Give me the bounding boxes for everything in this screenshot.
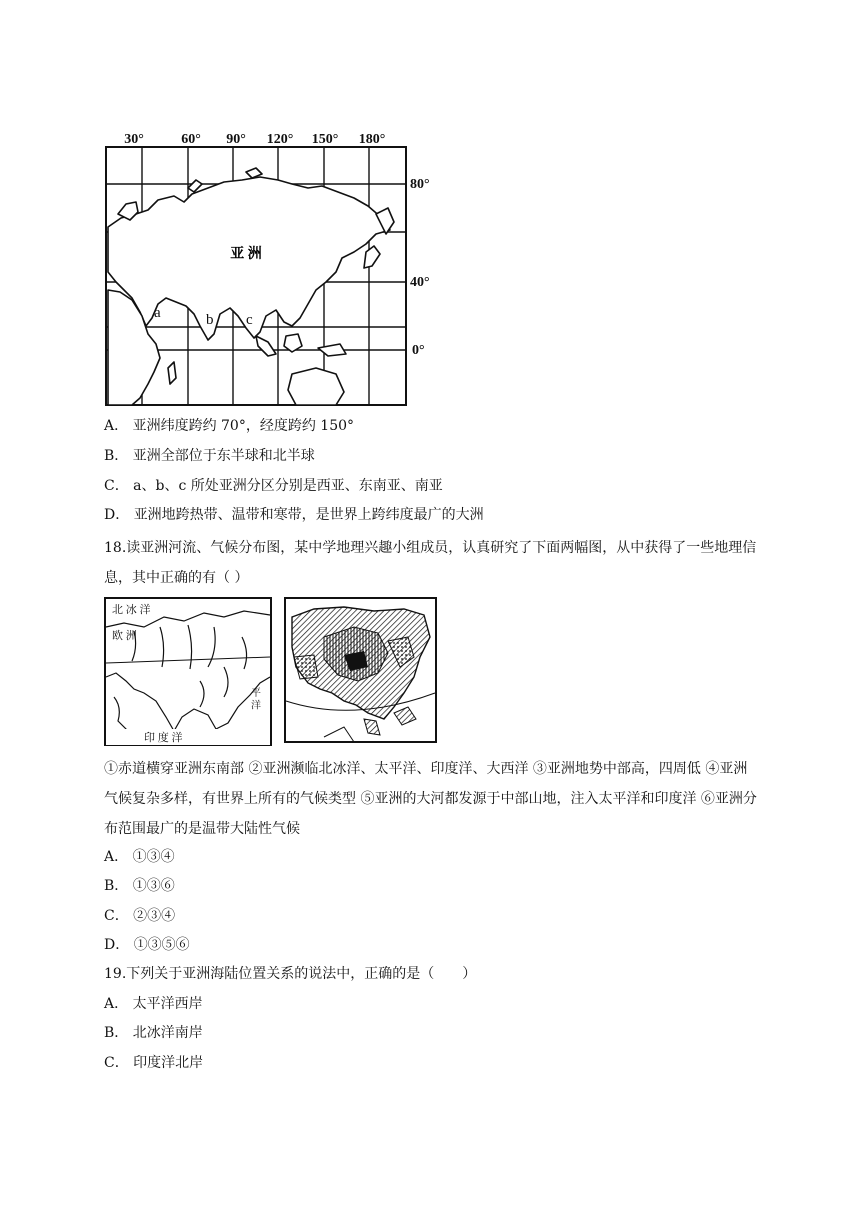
q17-option-b[interactable] bbox=[104, 446, 315, 466]
option-text: 太平洋西岸 bbox=[132, 996, 203, 1012]
q19-option-b[interactable] bbox=[104, 1023, 203, 1043]
q18-stem: 18.读亚洲河流、气候分布图，某中学地理兴趣小组成员，认真研究了下面两幅图，从中获得了一些地理信息，其中正确的有（ ） bbox=[104, 540, 757, 586]
lat-label: 40° bbox=[410, 275, 430, 290]
option-text: 亚洲全部位于东半球和北半球 bbox=[132, 448, 315, 464]
lon-label: 30° bbox=[124, 132, 144, 147]
continent-label: 亚 洲 bbox=[230, 247, 262, 262]
lon-label: 120° bbox=[266, 132, 294, 147]
q17-option-c[interactable] bbox=[104, 476, 443, 496]
label-europe: 欧 洲 bbox=[112, 630, 137, 642]
japan bbox=[364, 246, 380, 268]
option-text: ②③④ bbox=[133, 908, 176, 924]
q17-option-a[interactable] bbox=[104, 416, 354, 436]
lat-label: 0° bbox=[412, 343, 425, 358]
option-text: 北冰洋南岸 bbox=[132, 1025, 203, 1041]
point-label-c: c bbox=[246, 312, 253, 328]
borneo bbox=[284, 334, 302, 352]
option-letter: D． bbox=[104, 507, 130, 523]
option-text: 亚洲纬度跨约 70°，经度跨约 150° bbox=[132, 418, 355, 434]
option-text: 亚洲地跨热带、温带和寒带，是世界上跨纬度最广的大洲 bbox=[133, 507, 484, 523]
option-text: a、b、c 所处亚洲分区分别是西亚、东南亚、南亚 bbox=[133, 478, 443, 494]
option-letter: B． bbox=[104, 448, 129, 464]
madagascar bbox=[168, 362, 176, 384]
q19-stem: 19.下列关于亚洲海陆位置关系的说法中，正确的是（ ） bbox=[104, 966, 477, 982]
point-label-a: a bbox=[154, 305, 161, 321]
asia-rivers-map bbox=[104, 597, 272, 747]
label-arctic: 北 冰 洋 bbox=[112, 604, 151, 616]
option-letter: A． bbox=[104, 996, 129, 1012]
new-guinea bbox=[318, 344, 346, 356]
q19-option-c[interactable] bbox=[104, 1053, 203, 1073]
option-letter: C． bbox=[104, 478, 129, 494]
option-letter: C． bbox=[104, 1055, 129, 1071]
asia-climate-map bbox=[284, 597, 437, 745]
option-letter: D． bbox=[104, 937, 130, 953]
lon-label: 150° bbox=[311, 132, 339, 147]
option-text: ①③⑤⑥ bbox=[133, 937, 190, 953]
q18-option-c[interactable] bbox=[104, 906, 175, 926]
lon-label: 90° bbox=[226, 132, 246, 147]
option-letter: B． bbox=[104, 1025, 129, 1041]
q18-option-b[interactable] bbox=[104, 876, 175, 896]
q18-option-d[interactable] bbox=[104, 935, 190, 955]
coastlines bbox=[108, 168, 394, 405]
label-pacific: 平 洋 bbox=[248, 687, 260, 710]
q18-statements: ①赤道横穿亚洲东南部 ②亚洲濒临北冰洋、太平洋、印度洋、大西洋 ③亚洲地势中部高，四周低 ④亚洲气候复杂多样，有世界上所有的气候类型 ⑤亚洲的大河都发源于中部山地，注入太平洋和印度洋 ⑥亚洲分布范围最广的是温带大陆性气候 bbox=[104, 761, 757, 837]
australia bbox=[288, 368, 344, 405]
lon-label: 60° bbox=[181, 132, 201, 147]
asia-location-map bbox=[96, 122, 446, 412]
lat-label: 80° bbox=[410, 177, 430, 192]
option-text: 印度洋北岸 bbox=[133, 1055, 204, 1071]
sumatra bbox=[256, 336, 276, 356]
option-text: ①③④ bbox=[132, 849, 175, 865]
point-label-b: b bbox=[206, 312, 214, 328]
q19-option-a[interactable] bbox=[104, 994, 203, 1014]
label-indian-ocean: 印 度 洋 bbox=[144, 732, 183, 744]
q18-option-a[interactable] bbox=[104, 847, 175, 867]
option-letter: A． bbox=[104, 418, 129, 434]
option-letter: C． bbox=[104, 908, 129, 924]
option-letter: B． bbox=[104, 878, 129, 894]
option-text: ①③⑥ bbox=[132, 878, 175, 894]
option-letter: A． bbox=[104, 849, 129, 865]
q17-option-d[interactable] bbox=[104, 505, 484, 525]
lon-label: 180° bbox=[358, 132, 386, 147]
